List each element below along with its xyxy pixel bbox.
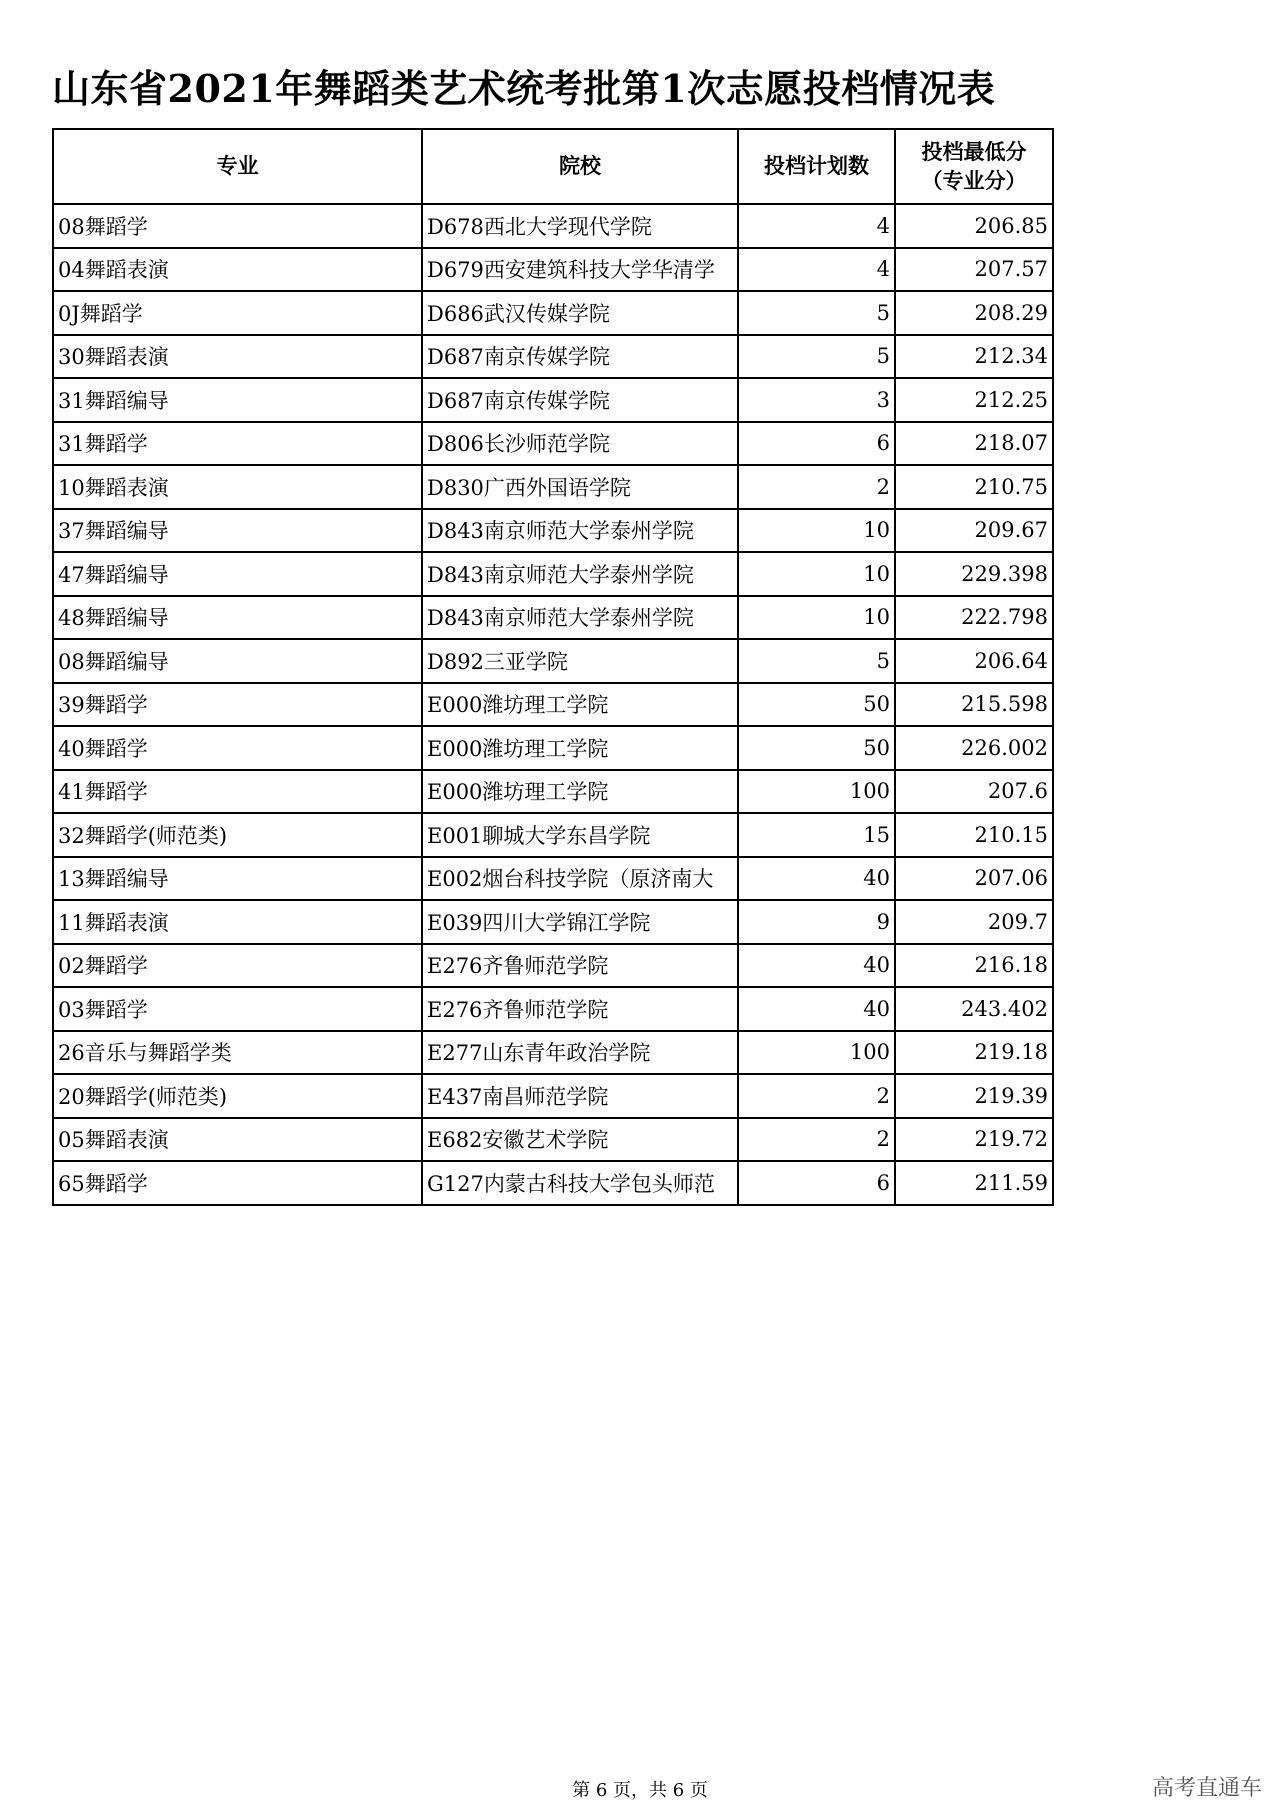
- cell-score: 210.15: [895, 813, 1053, 857]
- cell-school: E039四川大学锦江学院: [422, 900, 738, 944]
- table-row: [53, 248, 1053, 292]
- cell-school: D830广西外国语学院: [422, 465, 738, 509]
- cell-major: 37舞蹈编导: [53, 509, 422, 553]
- cell-score: 226.002: [895, 726, 1053, 770]
- cell-score: 206.85: [895, 204, 1053, 248]
- table-row: [53, 509, 1053, 553]
- cell-score: 219.72: [895, 1118, 1053, 1162]
- cell-score: 207.57: [895, 248, 1053, 292]
- cell-school: D843南京师范大学泰州学院: [422, 596, 738, 640]
- cell-major: 65舞蹈学: [53, 1161, 422, 1205]
- cell-plan: 3: [738, 378, 895, 422]
- cell-major: 41舞蹈学: [53, 770, 422, 814]
- cell-plan: 4: [738, 248, 895, 292]
- cell-plan: 50: [738, 683, 895, 727]
- cell-plan: 10: [738, 552, 895, 596]
- table-header-row: [53, 129, 1053, 204]
- table-row: [53, 900, 1053, 944]
- admission-table: [52, 128, 1054, 1206]
- cell-major: 20舞蹈学(师范类): [53, 1074, 422, 1118]
- cell-major: 08舞蹈编导: [53, 639, 422, 683]
- cell-school: E276齐鲁师范学院: [422, 987, 738, 1031]
- table-row: [53, 944, 1053, 988]
- cell-school: D687南京传媒学院: [422, 335, 738, 379]
- table-row: [53, 639, 1053, 683]
- cell-plan: 5: [738, 335, 895, 379]
- cell-school: G127内蒙古科技大学包头师范: [422, 1161, 738, 1205]
- cell-major: 0J舞蹈学: [53, 291, 422, 335]
- cell-school: D806长沙师范学院: [422, 422, 738, 466]
- cell-major: 32舞蹈学(师范类): [53, 813, 422, 857]
- cell-school: E682安徽艺术学院: [422, 1118, 738, 1162]
- page-footer: 第 6 页，共 6 页: [572, 1780, 708, 1801]
- header-score-line2: （专业分）: [921, 167, 1027, 193]
- cell-score: 209.7: [895, 900, 1053, 944]
- cell-major: 13舞蹈编导: [53, 857, 422, 901]
- cell-plan: 5: [738, 291, 895, 335]
- table-row: [53, 291, 1053, 335]
- cell-major: 10舞蹈表演: [53, 465, 422, 509]
- cell-score: 215.598: [895, 683, 1053, 727]
- cell-score: 218.07: [895, 422, 1053, 466]
- cell-plan: 10: [738, 509, 895, 553]
- cell-plan: 2: [738, 1118, 895, 1162]
- cell-school: E000潍坊理工学院: [422, 770, 738, 814]
- cell-plan: 6: [738, 422, 895, 466]
- cell-plan: 15: [738, 813, 895, 857]
- cell-school: D678西北大学现代学院: [422, 204, 738, 248]
- table-row: [53, 770, 1053, 814]
- cell-school: D843南京师范大学泰州学院: [422, 552, 738, 596]
- cell-school: D892三亚学院: [422, 639, 738, 683]
- table-row: [53, 204, 1053, 248]
- table-row: [53, 596, 1053, 640]
- header-score-line1: 投档最低分: [921, 139, 1027, 165]
- cell-plan: 6: [738, 1161, 895, 1205]
- cell-score: 206.64: [895, 639, 1053, 683]
- cell-score: 210.75: [895, 465, 1053, 509]
- cell-score: 209.67: [895, 509, 1053, 553]
- cell-plan: 4: [738, 204, 895, 248]
- cell-major: 31舞蹈学: [53, 422, 422, 466]
- table-row: [53, 552, 1053, 596]
- table-body: [53, 204, 1053, 1205]
- cell-major: 02舞蹈学: [53, 944, 422, 988]
- table-row: [53, 378, 1053, 422]
- cell-school: E002烟台科技学院（原济南大: [422, 857, 738, 901]
- table-row: [53, 1161, 1053, 1205]
- cell-major: 11舞蹈表演: [53, 900, 422, 944]
- cell-plan: 2: [738, 1074, 895, 1118]
- cell-school: E276齐鲁师范学院: [422, 944, 738, 988]
- cell-plan: 100: [738, 1031, 895, 1075]
- cell-major: 31舞蹈编导: [53, 378, 422, 422]
- table-row: [53, 1074, 1053, 1118]
- cell-school: E437南昌师范学院: [422, 1074, 738, 1118]
- cell-school: E277山东青年政治学院: [422, 1031, 738, 1075]
- cell-score: 243.402: [895, 987, 1053, 1031]
- cell-score: 216.18: [895, 944, 1053, 988]
- cell-school: E000潍坊理工学院: [422, 683, 738, 727]
- cell-major: 47舞蹈编导: [53, 552, 422, 596]
- cell-plan: 10: [738, 596, 895, 640]
- cell-score: 208.29: [895, 291, 1053, 335]
- table-row: [53, 335, 1053, 379]
- cell-plan: 40: [738, 857, 895, 901]
- cell-major: 39舞蹈学: [53, 683, 422, 727]
- cell-major: 08舞蹈学: [53, 204, 422, 248]
- cell-major: 05舞蹈表演: [53, 1118, 422, 1162]
- cell-score: 207.06: [895, 857, 1053, 901]
- cell-score: 219.18: [895, 1031, 1053, 1075]
- header-school: 院校: [422, 129, 738, 204]
- header-score: [895, 129, 1053, 204]
- cell-plan: 50: [738, 726, 895, 770]
- cell-major: 26音乐与舞蹈学类: [53, 1031, 422, 1075]
- cell-major: 03舞蹈学: [53, 987, 422, 1031]
- cell-plan: 5: [738, 639, 895, 683]
- table-row: [53, 422, 1053, 466]
- cell-major: 04舞蹈表演: [53, 248, 422, 292]
- cell-score: 212.25: [895, 378, 1053, 422]
- cell-major: 40舞蹈学: [53, 726, 422, 770]
- cell-plan: 9: [738, 900, 895, 944]
- header-plan: 投档计划数: [738, 129, 895, 204]
- cell-school: D679西安建筑科技大学华清学: [422, 248, 738, 292]
- table-row: [53, 857, 1053, 901]
- cell-plan: 2: [738, 465, 895, 509]
- table-row: [53, 1118, 1053, 1162]
- table-row: [53, 726, 1053, 770]
- cell-score: 211.59: [895, 1161, 1053, 1205]
- cell-score: 229.398: [895, 552, 1053, 596]
- cell-major: 48舞蹈编导: [53, 596, 422, 640]
- cell-school: E001聊城大学东昌学院: [422, 813, 738, 857]
- table-row: [53, 683, 1053, 727]
- table-row: [53, 813, 1053, 857]
- cell-score: 212.34: [895, 335, 1053, 379]
- cell-school: D686武汉传媒学院: [422, 291, 738, 335]
- watermark: 高考直通车: [1151, 1776, 1262, 1801]
- cell-school: D687南京传媒学院: [422, 378, 738, 422]
- cell-school: E000潍坊理工学院: [422, 726, 738, 770]
- cell-plan: 100: [738, 770, 895, 814]
- page-title: 山东省2021年舞蹈类艺术统考批第1次志愿投档情况表: [52, 66, 996, 111]
- cell-plan: 40: [738, 944, 895, 988]
- cell-major: 30舞蹈表演: [53, 335, 422, 379]
- header-major: 专业: [53, 129, 422, 204]
- cell-score: 219.39: [895, 1074, 1053, 1118]
- table-row: [53, 465, 1053, 509]
- cell-score: 207.6: [895, 770, 1053, 814]
- cell-score: 222.798: [895, 596, 1053, 640]
- cell-plan: 40: [738, 987, 895, 1031]
- table-row: [53, 987, 1053, 1031]
- table-row: [53, 1031, 1053, 1075]
- cell-school: D843南京师范大学泰州学院: [422, 509, 738, 553]
